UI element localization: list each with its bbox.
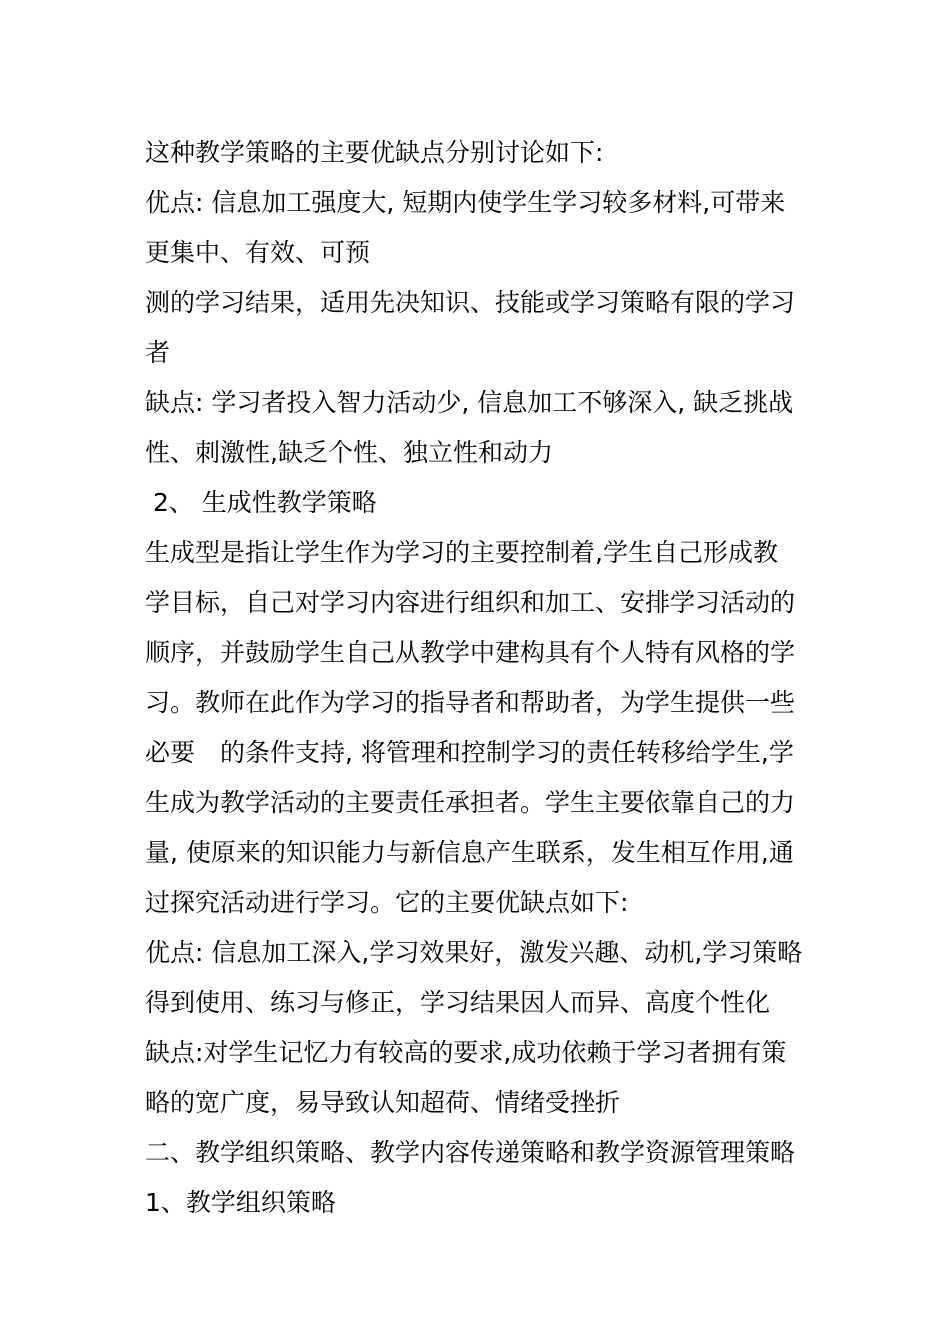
text-line: 优点: 信息加工深入,学习效果好，激发兴趣、动机,学习策略 <box>145 938 803 967</box>
section-heading: 二、教学组织策略、教学内容传递策略和教学资源管理策略 <box>145 1138 796 1167</box>
text-line: 得到使用、练习与修正，学习结果因人而异、高度个性化 <box>145 988 771 1017</box>
text-line: 这种教学策略的主要优缺点分别讨论如下: <box>145 138 604 167</box>
body-text <box>145 128 815 1228</box>
section-heading: 2、 生成性教学策略 <box>145 488 377 517</box>
text-line: 生成为教学活动的主要责任承担者。学生主要依靠自己的力 <box>145 788 796 817</box>
text-line: 性、刺激性,缺乏个性、独立性和动力 <box>145 438 553 467</box>
text-line: 者 <box>145 338 171 367</box>
text-line: 测的学习结果，适用先决知识、技能或学习策略有限的学习 <box>145 288 796 317</box>
text-line: 略的宽广度，易导致认知超荷、情绪受挫折 <box>145 1088 621 1117</box>
text-line: 生成型是指让学生作为学习的主要控制着,学生自己形成教 <box>145 538 778 567</box>
text-line: 学目标，自己对学习内容进行组织和加工、安排学习活动的 <box>145 588 796 617</box>
section-heading: 1、教学组织策略 <box>145 1188 336 1217</box>
text-line: 过探究活动进行学习。它的主要优缺点如下: <box>145 888 629 917</box>
text-line: 缺点: 学习者投入智力活动少, 信息加工不够深入, 缺乏挑战 <box>145 388 794 417</box>
text-line: 顺序，并鼓励学生自己从教学中建构具有个人特有风格的学 <box>145 638 796 667</box>
text-line: 习。教师在此作为学习的指导者和帮助者，为学生提供一些 <box>145 688 796 717</box>
text-line: 必要 的条件支持, 将管理和控制学习的责任转移给学生,学 <box>145 738 794 767</box>
text-line: 更集中、有效、可预 <box>145 238 371 267</box>
text-line: 量, 使原来的知识能力与新信息产生联系，发生相互作用,通 <box>145 838 794 867</box>
text-line: 缺点:对学生记忆力有较高的要求,成功依赖于学习者拥有策 <box>145 1038 787 1067</box>
text-line: 优点: 信息加工强度大, 短期内使学生学习较多材料,可带来 <box>145 188 786 217</box>
